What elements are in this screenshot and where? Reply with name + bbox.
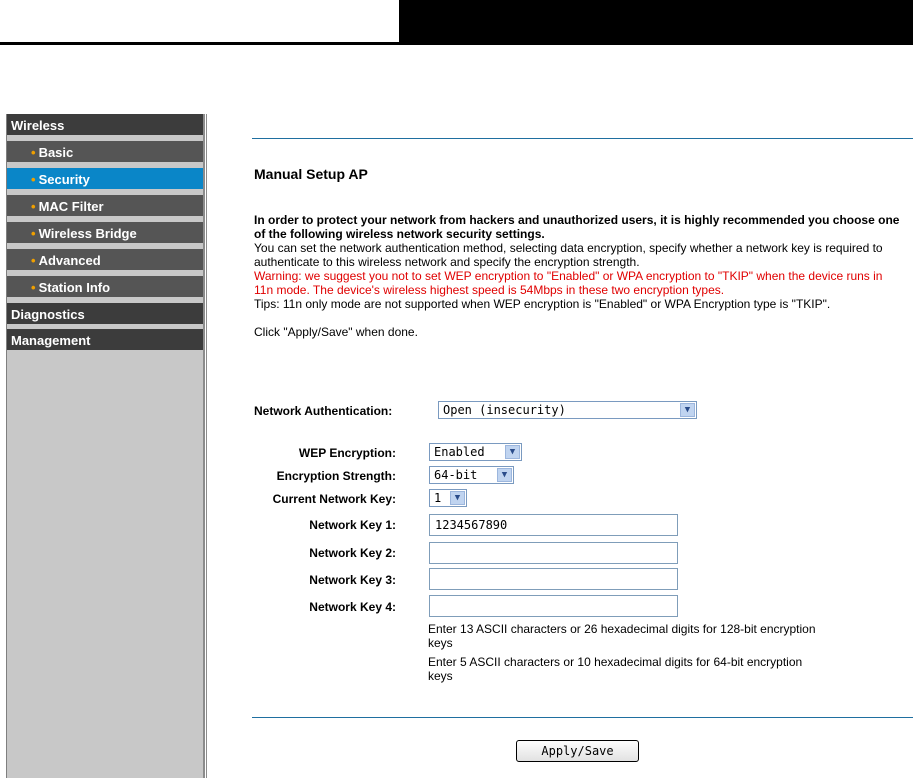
chevron-down-icon: ▼ bbox=[497, 468, 512, 482]
auth-select[interactable] bbox=[438, 401, 697, 419]
wep-select[interactable] bbox=[429, 443, 522, 461]
sidebar-item-label: Management bbox=[11, 333, 91, 348]
bullet-dot-icon: • bbox=[31, 145, 36, 160]
sidebar-item-label: Wireless Bridge bbox=[38, 226, 137, 241]
network-key-2-input[interactable] bbox=[429, 542, 678, 564]
page-title: Manual Setup AP bbox=[254, 166, 368, 182]
sidebar-border bbox=[203, 114, 205, 778]
bullet-dot-icon: • bbox=[31, 199, 36, 214]
sidebar-item-label: Basic bbox=[38, 145, 74, 160]
sidebar-item-station-info[interactable] bbox=[7, 276, 203, 299]
intro-bold-text: In order to protect your network from hackers and unauthorized users, it is highly recommended you choose one of the following wireless network security settings. bbox=[254, 213, 900, 241]
sidebar-border-inner bbox=[206, 114, 207, 778]
auth-label: Network Authentication: bbox=[254, 404, 393, 418]
help-128bit: Enter 13 ASCII characters or 26 hexadecimal digits for 128-bit encryption keys bbox=[428, 622, 816, 650]
bullet-dot-icon: • bbox=[31, 253, 36, 268]
sidebar-item-mac-filter[interactable] bbox=[7, 195, 203, 218]
intro-text: You can set the network authentication method, selecting data encryption, specify whether a network key is required to authenticate to this wireless network and specify the encryption strength. bbox=[254, 241, 883, 269]
key3-label: Network Key 3: bbox=[309, 573, 396, 587]
sidebar-item-diagnostics[interactable] bbox=[7, 303, 203, 326]
key1-label: Network Key 1: bbox=[309, 518, 396, 532]
auth-select-value: Open (insecurity) bbox=[443, 403, 566, 417]
strength-select-value: 64-bit bbox=[434, 468, 478, 482]
network-key-4-input[interactable] bbox=[429, 595, 678, 617]
header-rule bbox=[0, 42, 913, 45]
header-black-band bbox=[399, 0, 913, 42]
current-key-select[interactable] bbox=[429, 489, 467, 507]
chevron-down-icon: ▼ bbox=[505, 445, 520, 459]
sidebar-item-security[interactable] bbox=[7, 168, 203, 191]
current-key-select-value: 1 bbox=[434, 491, 442, 505]
sidebar-item-label: Advanced bbox=[38, 253, 101, 268]
sidebar-item-label: Wireless bbox=[11, 118, 65, 133]
bottom-divider bbox=[252, 717, 913, 718]
top-divider bbox=[252, 138, 913, 139]
strength-label: Encryption Strength: bbox=[276, 469, 396, 483]
chevron-down-icon: ▼ bbox=[680, 403, 695, 417]
bullet-dot-icon: • bbox=[31, 226, 36, 241]
strength-select[interactable] bbox=[429, 466, 514, 484]
sidebar-item-management[interactable] bbox=[7, 329, 203, 352]
sidebar-item-label: Security bbox=[38, 172, 90, 187]
key4-label: Network Key 4: bbox=[309, 600, 396, 614]
network-key-1-input[interactable]: 1234567890 bbox=[429, 514, 678, 536]
current-key-label: Current Network Key: bbox=[272, 492, 396, 506]
wep-select-value: Enabled bbox=[434, 445, 485, 459]
bullet-dot-icon: • bbox=[31, 172, 36, 187]
sidebar-item-basic[interactable] bbox=[7, 141, 203, 164]
help-64bit: Enter 5 ASCII characters or 10 hexadecimal digits for 64-bit encryption keys bbox=[428, 655, 803, 683]
warning-text: Warning: we suggest you not to set WEP encryption to "Enabled" or WPA encryption to "TKIP" when the device runs in 11n mode. The device's wireless highest speed is 54Mbps in these two encryption types. bbox=[254, 269, 883, 297]
sidebar-item-wireless-bridge[interactable] bbox=[7, 222, 203, 245]
chevron-down-icon: ▼ bbox=[450, 491, 465, 505]
key2-label: Network Key 2: bbox=[309, 546, 396, 560]
apply-save-button[interactable]: Apply/Save bbox=[516, 740, 639, 762]
wep-label: WEP Encryption: bbox=[298, 446, 396, 460]
sidebar-item-label: Station Info bbox=[38, 280, 111, 295]
sidebar-item-label: Diagnostics bbox=[11, 307, 85, 322]
sidebar-item-label: MAC Filter bbox=[38, 199, 104, 214]
click-note: Click "Apply/Save" when done. bbox=[254, 325, 418, 339]
network-key-3-input[interactable] bbox=[429, 568, 678, 590]
tips-text: Tips: 11n only mode are not supported when WEP encryption is "Enabled" or WPA Encryption type is "TKIP". bbox=[254, 297, 831, 311]
sidebar-item-wireless[interactable] bbox=[7, 114, 203, 137]
bullet-dot-icon: • bbox=[31, 280, 36, 295]
sidebar-item-advanced[interactable] bbox=[7, 249, 203, 272]
